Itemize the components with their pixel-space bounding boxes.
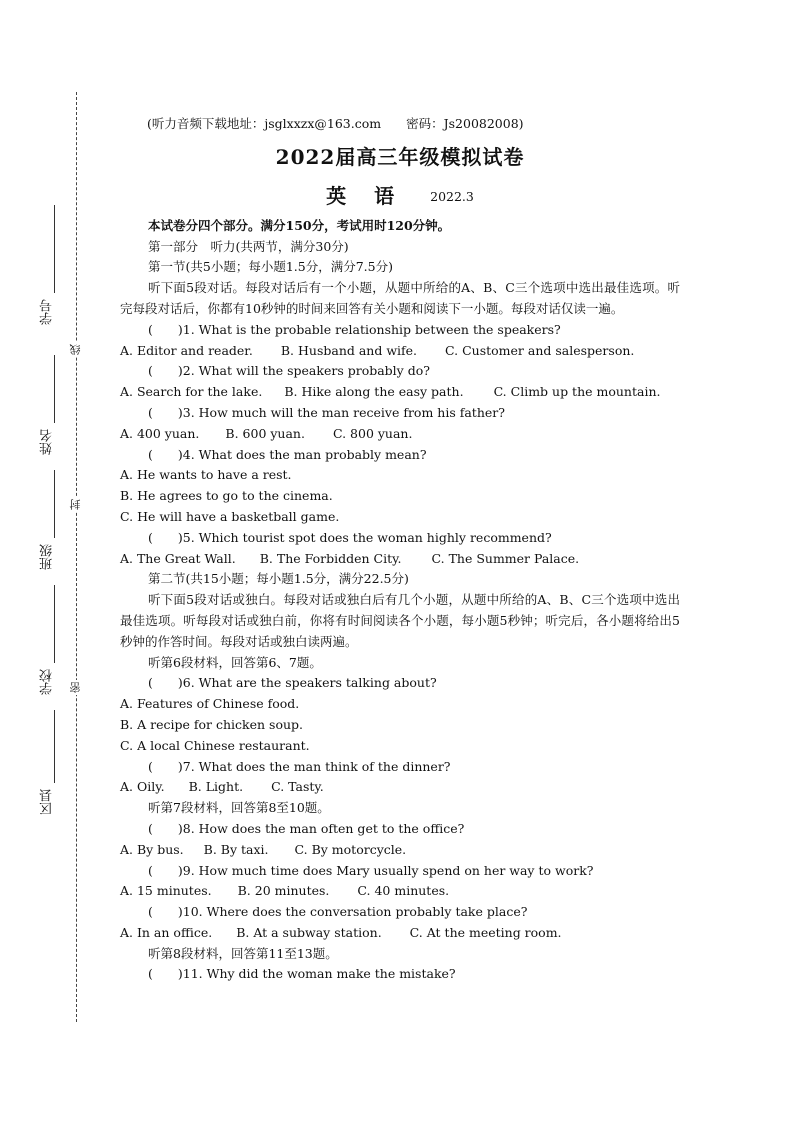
question-stem: ( )10. Where does the conversation probably take place? — [148, 904, 528, 920]
section-two-groups — [120, 653, 680, 986]
answer-options-row — [120, 840, 680, 861]
question-stem: ( )8. How does the man often get to the office? — [148, 820, 465, 836]
answer-option: C. By motorcycle. — [294, 841, 407, 857]
answer-option: B. By taxi. — [203, 841, 269, 857]
answer-option: B. He agrees to go to the cinema. — [120, 488, 333, 504]
answer-option: C. Customer and salesperson. — [445, 342, 635, 358]
section-two-instructions: 听下面5段对话或独白。每段对话或独白后有几个小题，从题中所给的A、B、C三个选项中选出最佳选项。听每段对话或独白前，你将有时间阅读各个小题，每小题5秒钟；听完后，各小题将给出5秒钟的作答时间。每段对话或独白读两遍。 — [120, 592, 680, 649]
answer-option: A. Search for the lake. — [120, 384, 263, 400]
answer-options-row — [120, 341, 680, 362]
binding-dashed-line — [76, 92, 77, 1022]
answer-option: C. He will have a basketball game. — [120, 508, 340, 524]
exam-content — [120, 114, 680, 985]
subject-title — [120, 181, 680, 212]
answer-option: B. 600 yuan. — [225, 425, 305, 441]
section-two-heading: 第二节(共15小题；每小题1.5分，满分22.5分) — [148, 571, 409, 587]
exam-note: 本试卷分四个部分。满分150分，考试用时120分钟。 — [148, 217, 451, 233]
question-stem: ( )6. What are the speakers talking about? — [148, 675, 437, 691]
answer-option: B. Husband and wife. — [280, 342, 418, 358]
answer-option: C. 40 minutes. — [357, 883, 450, 899]
answer-option: B. A recipe for chicken soup. — [120, 716, 303, 732]
question-stem: ( )2. What will the speakers probably do? — [148, 363, 430, 379]
question-stem: ( )7. What does the man think of the dinner? — [148, 758, 451, 774]
audio-download-note: (听力音频下载地址：jsglxxzx@163.com 密码：Js20082008) — [147, 116, 524, 131]
answer-option: C. 800 yuan. — [332, 425, 413, 441]
section-one-instructions: 听下面5段对话。每段对话后有一个小题，从题中所给的A、B、C三个选项中选出最佳选项。听完每段对话后，你都有10秒钟的时间来回答有关小题和阅读下一小题。每段对话仅读一遍。 — [120, 280, 680, 316]
answer-options-row — [120, 424, 680, 445]
answer-option: A. The Great Wall. — [120, 550, 236, 566]
answer-options-row — [120, 549, 680, 570]
answer-option: A. 15 minutes. — [120, 883, 212, 899]
answer-option: B. 20 minutes. — [237, 883, 330, 899]
answer-option: A. In an office. — [120, 924, 213, 940]
class-field: 班级 — [40, 470, 60, 570]
answer-options-row — [120, 881, 680, 902]
answer-option: B. The Forbidden City. — [259, 550, 402, 566]
answer-option: A. Oily. — [120, 779, 165, 795]
answer-option: A. 400 yuan. — [120, 425, 200, 441]
cut-mark-secret: 密 — [69, 682, 82, 693]
answer-option: C. The Summer Palace. — [431, 550, 580, 566]
name-field: 姓名 — [40, 355, 60, 455]
answer-option: A. Features of Chinese food. — [120, 696, 300, 712]
student-id-field: 学号 — [40, 205, 60, 325]
answer-option: A. By bus. — [120, 841, 184, 857]
group-lead: 听第6段材料，回答第6、7题。 — [148, 654, 322, 670]
section-one-questions — [120, 320, 680, 570]
question-stem: ( )5. Which tourist spot does the woman highly recommend? — [148, 529, 552, 545]
group-lead: 听第8段材料，回答第11至13题。 — [148, 945, 338, 961]
school-field: 学校 — [40, 585, 60, 695]
question-stem: ( )11. Why did the woman make the mistake? — [148, 966, 456, 982]
section-one-heading: 第一节(共5小题；每小题1.5分，满分7.5分) — [148, 259, 393, 275]
answer-option: C. Climb up the mountain. — [493, 384, 661, 400]
answer-option: A. He wants to have a rest. — [120, 467, 292, 483]
subject-name: 英语 — [326, 183, 423, 208]
answer-option: B. Hike along the easy path. — [284, 384, 464, 400]
answer-option: B. Light. — [188, 779, 244, 795]
group-lead: 听第7段材料，回答第8至10题。 — [148, 800, 330, 816]
answer-options-row — [120, 382, 680, 403]
question-stem: ( )4. What does the man probably mean? — [148, 446, 427, 462]
part-one-heading: 第一部分 听力(共两节，满分30分) — [148, 238, 349, 254]
answer-option: C. Tasty. — [271, 779, 324, 795]
cut-mark-line: 线 — [69, 344, 82, 355]
answer-options-row — [120, 923, 680, 944]
answer-option: B. At a subway station. — [236, 924, 382, 940]
answer-option: A. Editor and reader. — [120, 342, 253, 358]
question-stem: ( )3. How much will the man receive from his father? — [148, 404, 505, 420]
district-field: 区县 — [40, 710, 60, 815]
exam-title: 2022届高三年级模拟试卷 — [275, 144, 525, 169]
answer-option: C. A local Chinese restaurant. — [120, 737, 310, 753]
cut-mark-seal: 封 — [69, 499, 82, 510]
answer-options-row — [120, 777, 680, 798]
answer-option: C. At the meeting room. — [409, 924, 562, 940]
question-stem: ( )1. What is the probable relationship between the speakers? — [148, 321, 561, 337]
question-stem: ( )9. How much time does Mary usually spend on her way to work? — [148, 862, 594, 878]
exam-date: 2022.3 — [430, 188, 474, 204]
